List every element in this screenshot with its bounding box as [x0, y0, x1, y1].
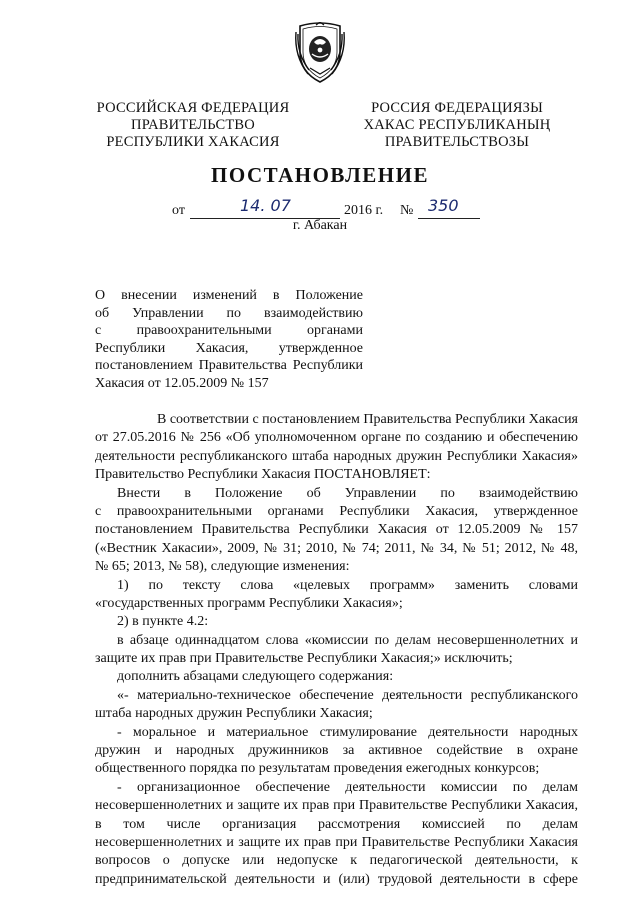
header-left-line: РОССИЙСКАЯ ФЕДЕРАЦИЯ [96, 100, 290, 116]
body-line: постановлением Правительства Республики Хакасия от 12.05.2009 № 157 [95, 522, 578, 538]
body-line: 1) по тексту слова «целевых программ» заменить словами [117, 577, 578, 593]
body-line: в том числе организация рассмотрения комиссией по делам [95, 816, 578, 832]
subject-line: Хакасия от 12.05.2009 № 157 [95, 375, 269, 391]
body-line: с правоохранительными органами Республики Хакасия, утвержденное [95, 503, 578, 519]
handwritten-date: 14. 07 [240, 196, 291, 215]
subject-block [95, 287, 363, 392]
header-right-line: РОССИЯ ФЕДЕРАЦИЯЗЫ [371, 100, 543, 116]
subject-line: об Управлении по взаимодействию [95, 305, 363, 321]
subject-line: О внесении изменений в Положение [95, 288, 363, 303]
city-label: г. Абакан [292, 218, 348, 233]
header-left-line: ПРАВИТЕЛЬСТВО [131, 117, 255, 133]
body-line: штаба народных дружин Республики Хакасия; [95, 706, 373, 722]
body-line: - организационное обеспечение деятельности комиссии по делам [117, 779, 578, 795]
body-line: «государственных программ Республики Хакасия»; [95, 595, 403, 611]
body-line: несовершеннолетних и защите их прав при Правительстве Республики Хакасия [95, 834, 578, 850]
number-label: № [400, 203, 414, 218]
header-right-line: ХАКАС РЕСПУБЛИКАНЫҢ [363, 117, 551, 133]
body-line: Правительство Республики Хакасия ПОСТАНОВЛЯЕТ: [95, 467, 431, 483]
document-title: ПОСТАНОВЛЕНИЕ [211, 163, 429, 187]
body-line: от 27.05.2016 № 256 «Об уполномоченном органе по созданию и обеспечению [95, 430, 578, 446]
header-right [352, 100, 562, 151]
body-line: несовершеннолетних и защите их прав при Правительстве Республики Хакасия, [95, 798, 578, 814]
header-left-line: РЕСПУБЛИКИ ХАКАСИЯ [106, 134, 280, 150]
subject-line: Республики Хакасия, утвержденное [95, 340, 363, 356]
subject-line: с правоохранительными органами [95, 323, 363, 338]
body-line: 2) в пункте 4.2: [117, 614, 209, 630]
handwritten-number: 350 [428, 196, 459, 215]
coat-of-arms-emblem [292, 22, 348, 84]
body-line: предпринимательской деятельности и (или) трудовой деятельности в сфере [95, 871, 578, 887]
body-line: («Вестник Хакасии», 2009, № 31; 2010, № 74; 2011, № 34, № 51; 2012, № 48, [95, 540, 578, 556]
body-line: в абзаце одиннадцатом слова «комиссии по делам несовершеннолетних и [117, 632, 578, 648]
year-label: 2016 г. [344, 203, 384, 218]
body-line: дополнить абзацами следующего содержания: [117, 669, 394, 685]
body-line: деятельности республиканского штаба народных дружин Республики Хакасия» [95, 448, 578, 464]
from-label: от [172, 203, 185, 218]
body-text [95, 411, 578, 889]
header-right-line: ПРАВИТЕЛЬСТВОЗЫ [384, 134, 530, 150]
body-line: Внести в Положение об Управлении по взаимодействию [117, 485, 578, 501]
body-line: № 65; 2013, № 58), следующие изменения: [95, 559, 350, 575]
body-line: В соответствии с постановлением Правительства Республики Хакасия [157, 412, 578, 427]
body-line: общественного порядка по результатам проведения ежегодных конкурсов; [95, 761, 540, 777]
body-line: «- материально-техническое обеспечение деятельности республиканского [117, 687, 578, 703]
body-line: - моральное и материальное стимулирование деятельности народных [117, 724, 578, 740]
header-left [88, 100, 298, 151]
subject-line: постановлением Правительства Республики [95, 358, 363, 373]
body-line: вопросов о допуске или недопуске к педагогической деятельности, к [95, 853, 578, 869]
body-line: защите их прав при Правительстве Республики Хакасия;» исключить; [95, 651, 513, 667]
body-line: дружин и народных дружинников за активное содействие в охране [95, 743, 578, 759]
